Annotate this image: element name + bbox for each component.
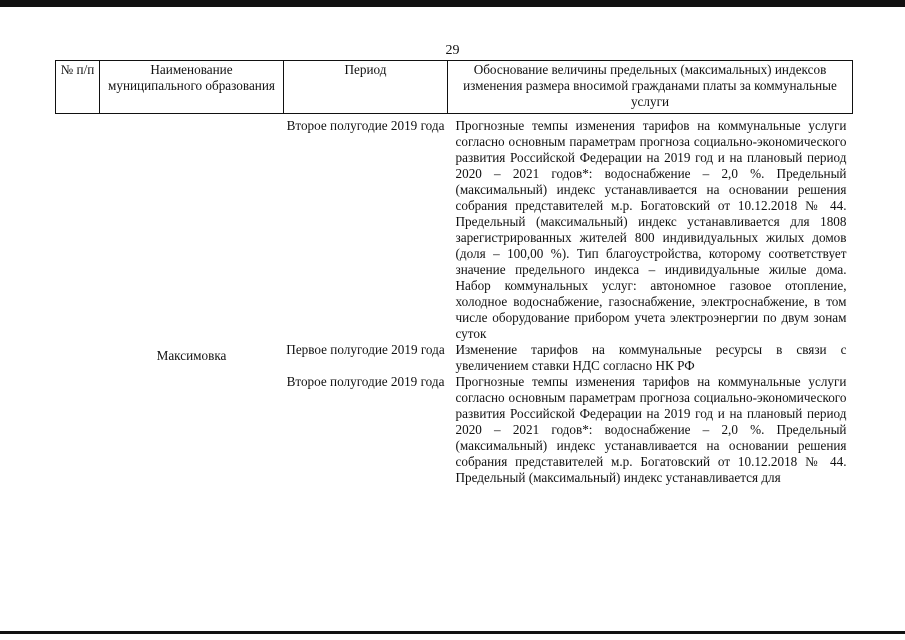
bottom-border xyxy=(0,631,905,634)
header-justification: Обоснование величины предельных (максимальных) индексов изменения размера вносимой гражданами платы за коммунальные услуги xyxy=(448,61,853,114)
row-period: Второе полугодие 2019 года xyxy=(286,118,445,133)
row-number xyxy=(56,114,100,343)
row-justification: Прогнозные темпы изменения тарифов на коммунальные услуги согласно основным параметрам прогноза социально-экономического развития Российской Федерации на 2019 год и на плановый период 2020 – 2021 годов*: водоснабжение – 2,0 %. Предельный (максимальный) индекс устанавливается на основании решения собрания представителей м.р. Богатовский от 10.12.2018 № 44. Предельный (максимальный) индекс устанавливается для 1808 зарегистрированных жителей 800 индивидуальных жилых домов (доля – 100,00 %). Тип благоустройства, которому соответствует значение предельного индекса – индивидуальные жилые дома. Набор коммунальных услуг: автономное газовое отопление, холодное водоснабжение, газоснабжение, электроснабжение, в том числе оборудование прибором учета электроэнергии по двум зонам суток xyxy=(455,118,847,341)
top-border xyxy=(0,0,905,7)
tariff-index-table xyxy=(55,60,853,486)
row-number xyxy=(56,342,100,374)
page-number: 29 xyxy=(445,43,460,58)
header-period: Период xyxy=(284,61,448,114)
row-justification: Изменение тарифов на коммунальные ресурсы в связи с увеличением ставки НДС согласно НК РФ xyxy=(455,342,847,373)
row-period: Первое полугодие 2019 года xyxy=(286,342,445,357)
row-period: Второе полугодие 2019 года xyxy=(286,374,445,389)
header-municipality: Наименование муниципального образования xyxy=(100,61,284,114)
table-row xyxy=(56,114,853,343)
table-row xyxy=(56,374,853,486)
row-justification: Прогнозные темпы изменения тарифов на коммунальные услуги согласно основным параметрам прогноза социально-экономического развития Российской Федерации на 2019 год и на плановый период 2020 – 2021 годов*: водоснабжение – 2,0 %. Предельный (максимальный) индекс устанавливается на основании решения собрания представителей м.р. Богатовский от 10.12.2018 № 44. Предельный (максимальный) индекс устанавливается для xyxy=(455,374,847,485)
row-municipality: Максимовка xyxy=(156,348,227,363)
header-number: № п/п xyxy=(56,61,100,114)
table-row xyxy=(56,342,853,374)
table-header-row xyxy=(56,61,853,114)
row-municipality xyxy=(100,114,284,343)
